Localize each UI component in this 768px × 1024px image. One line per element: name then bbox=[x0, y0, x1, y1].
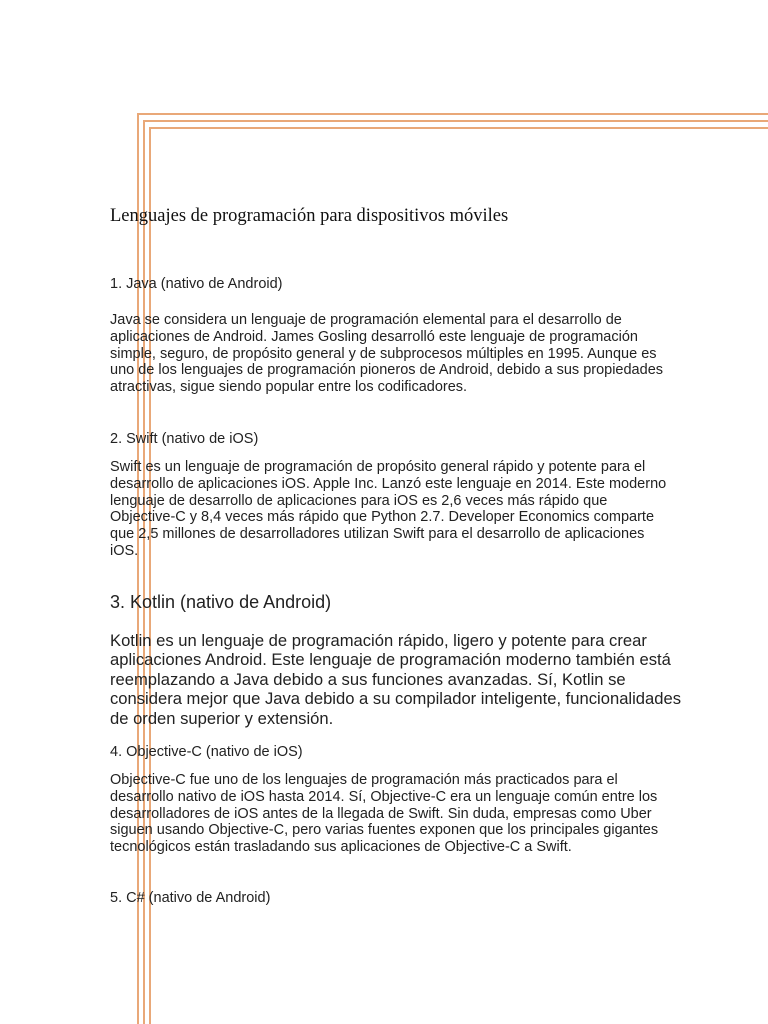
border-horizontal-middle bbox=[143, 120, 768, 122]
border-horizontal-top bbox=[137, 113, 768, 115]
section-heading-swift: 2. Swift (nativo de iOS) bbox=[110, 431, 259, 447]
section-body-java: Java se considera un lenguaje de programación elemental para el desarrollo de aplicaciones de Android. James Gosling desarrolló este lenguaje de programación simple, seguro, de propósito general y de subprocesos múltiples en 1995. Aunque es uno de los lenguajes de programación pioneros de Android, debido a sus propiedades atractivas, sigue siendo popular entre los codificadores. bbox=[110, 312, 664, 396]
section-heading-csharp: 5. C# (nativo de Android) bbox=[110, 890, 271, 906]
border-horizontal-bottom bbox=[149, 127, 768, 129]
document-title: Lenguajes de programación para dispositivos móviles bbox=[110, 206, 509, 226]
section-body-kotlin: Kotlin es un lenguaje de programación rápido, ligero y potente para crear aplicaciones Android. Este lenguaje de programación moderno también está reemplazando a Java debido a sus funciones avanzadas. Sí, Kotlin se considera mejor que Java debido a su compilador inteligente, funcionalidades de orden superior y extensión. bbox=[110, 631, 682, 728]
border-vertical-middle bbox=[143, 120, 145, 1024]
section-heading-kotlin: 3. Kotlin (nativo de Android) bbox=[110, 592, 332, 612]
section-body-swift: Swift es un lenguaje de programación de propósito general rápido y potente para el desarrollo de aplicaciones iOS. Apple Inc. Lanzó este lenguaje en 2014. Este moderno lenguaje de desarrollo de aplicaciones para iOS es 2,6 veces más rápido que Objective-C y 8,4 veces más rápido que Python 2.7. Developer Economics comparte que 2,5 millones de desarrolladores utilizan Swift para el desarrollo de aplicaciones iOS. bbox=[110, 459, 667, 559]
section-heading-java: 1. Java (nativo de Android) bbox=[110, 276, 283, 292]
section-heading-objective-c: 4. Objective-C (nativo de iOS) bbox=[110, 744, 303, 760]
section-body-objective-c: Objective-C fue uno de los lenguajes de programación más practicados para el desarrollo nativo de iOS hasta 2014. Sí, Objective-C era un lenguaje común entre los desarrolladores de iOS antes de la llegada de Swift. Sin duda, empresas como Uber siguen usando Objective-C, pero varias fuentes exponen que los principales gigantes tecnológicos están trasladando sus aplicaciones de Objective-C a Swift. bbox=[110, 772, 659, 856]
border-vertical-left bbox=[137, 113, 139, 1024]
